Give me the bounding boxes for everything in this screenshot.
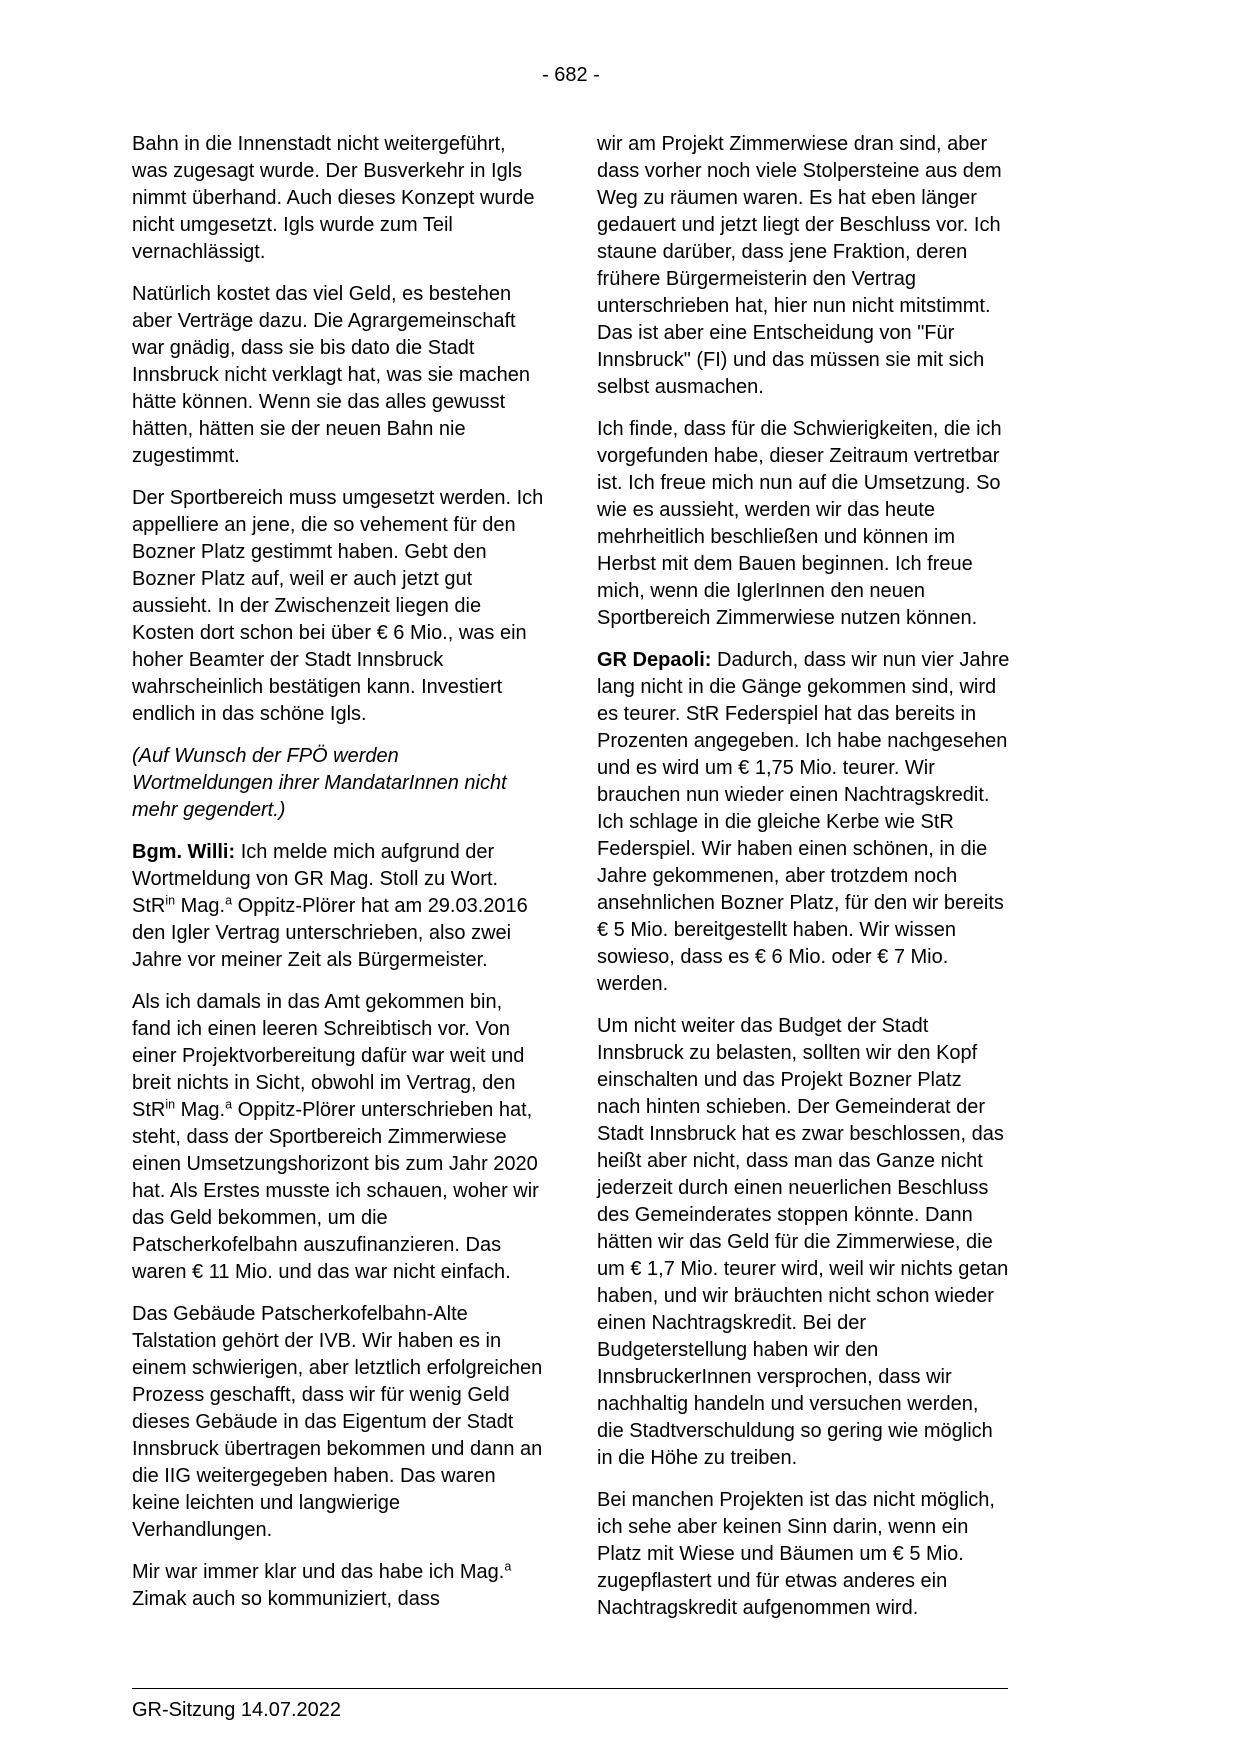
- footer-divider: [132, 1688, 1008, 1689]
- text-run: Als ich damals in das Amt gekommen bin, fand ich einen leeren Schreibtisch vor. Von einer Projektvorbereitung dafür war weit und breit nichts in Sicht, obwohl im Vertrag, den StR: [132, 991, 525, 1121]
- footer-session-label: GR-Sitzung 14.07.2022: [132, 1699, 342, 1721]
- speaker-name: GR Depaoli:: [597, 649, 712, 671]
- paragraph: [132, 989, 545, 1286]
- superscript-text: a: [225, 893, 233, 908]
- page-number: - 682 -: [542, 64, 600, 86]
- text-run: Zimak auch so kommuniziert, dass: [132, 1588, 440, 1610]
- paragraph: [132, 485, 545, 728]
- paragraph: [132, 1559, 545, 1613]
- superscript-text: a: [504, 1559, 512, 1574]
- page-content: [132, 131, 1010, 1637]
- text-run: Um nicht weiter das Budget der Stadt Innsbruck zu belasten, sollten wir den Kopf einschalten und das Projekt Bozner Platz nach hinten schieben. Der Gemeinderat der Stadt Innsbruck hat es zwar beschlossen, das heißt aber nicht, dass man das Ganze nicht jederzeit durch einen neuerlichen Beschluss des Gemeinderates stoppen könnte. Dann hätten wir das Geld für die Zimmerwiese, die um € 1,7 Mio. teurer wird, weil wir nichts getan haben, und wir bräuchten nicht schon wieder einen Nachtragskredit. Bei der Budgeterstellung haben wir den InnsbruckerInnen versprochen, dass wir nachhaltig handeln und versuchen werden, die Stadtverschuldung so gering wie möglich in die Höhe zu treiben.: [597, 1015, 1009, 1469]
- paragraph: [132, 839, 545, 974]
- text-run: Bei manchen Projekten ist das nicht möglich, ich sehe aber keinen Sinn darin, wenn ein Platz mit Wiese und Bäumen um € 5 Mio. zugepflastert und für etwas anderes ein Nachtragskredit aufgenommen wird.: [597, 1489, 995, 1619]
- text-run: Natürlich kostet das viel Geld, es bestehen aber Verträge dazu. Die Agrargemeinschaft war gnädig, dass sie bis dato die Stadt Innsbruck nicht verklagt hat, was sie machen hätte können. Wenn sie das alles gewusst hätten, hätten sie der neuen Bahn nie zugestimmt.: [132, 283, 530, 467]
- paragraph: [597, 1487, 1010, 1622]
- text-run: Mag.: [175, 895, 226, 917]
- paragraph: [597, 647, 1010, 998]
- column-left: [132, 131, 545, 1637]
- superscript-text: in: [165, 893, 176, 908]
- superscript-text: in: [165, 1097, 176, 1112]
- paragraph: [132, 1301, 545, 1544]
- text-run: Ich melde mich aufgrund der Wortmeldung von GR Mag. Stoll zu Wort. StR: [132, 841, 499, 917]
- paragraph: [597, 131, 1010, 401]
- text-run: wir am Projekt Zimmerwiese dran sind, aber dass vorher noch viele Stolpersteine aus dem Weg zu räumen waren. Es hat eben länger gedauert und jetzt liegt der Beschluss vor. Ich staune darüber, dass jene Fraktion, deren frühere Bürgermeisterin den Vertrag unterschrieben hat, hier nun nicht mitstimmt. Das ist aber eine Entscheidung von "Für Innsbruck" (FI) und das müssen sie mit sich selbst ausmachen.: [597, 133, 1002, 398]
- text-run: Dadurch, dass wir nun vier Jahre lang nicht in die Gänge gekommen sind, wird es teurer. StR Federspiel hat das bereits in Prozenten angegeben. Ich habe nachgesehen und es wird um € 1,75 Mio. teurer. Wir brauchen nun wieder einen Nachtragskredit. Ich schlage in die gleiche Kerbe wie StR Federspiel. Wir haben einen schönen, in die Jahre gekommenen, aber trotzdem noch ansehnlichen Bozner Platz, für den wir bereits € 5 Mio. bereitgestellt haben. Wir wissen sowieso, dass es € 6 Mio. oder € 7 Mio. werden.: [597, 649, 1010, 995]
- text-run: Der Sportbereich muss umgesetzt werden. Ich appelliere an jene, die so vehement für den Bozner Platz gestimmt haben. Gebt den Bozner Platz auf, weil er auch jetzt gut aussieht. In der Zwischenzeit liegen die Kosten dort schon bei über € 6 Mio., was ein hoher Beamter der Stadt Innsbruck wahrscheinlich bestätigen kann. Investiert endlich in das schöne Igls.: [132, 487, 544, 725]
- text-run: Bahn in die Innenstadt nicht weitergeführt, was zugesagt wurde. Der Busverkehr in Igls nimmt überhand. Auch dieses Konzept wurde nicht umgesetzt. Igls wurde zum Teil vernachlässigt.: [132, 133, 535, 263]
- superscript-text: a: [225, 1097, 233, 1112]
- text-run: Mir war immer klar und das habe ich Mag.: [132, 1561, 505, 1583]
- text-run: Das Gebäude Patscherkofelbahn-Alte Talstation gehört der IVB. Wir haben es in einem schwierigen, aber letztlich erfolgreichen Prozess geschafft, dass wir für wenig Geld dieses Gebäude in das Eigentum der Stadt Innsbruck übertragen bekommen und dann an die IIG weitergegeben haben. Das waren keine leichten und langwierige Verhandlungen.: [132, 1303, 543, 1541]
- text-run: (Auf Wunsch der FPÖ werden Wortmeldungen ihrer MandatarInnen nicht mehr gegendert.): [132, 745, 507, 821]
- text-run: Ich finde, dass für die Schwierigkeiten, die ich vorgefunden habe, dieser Zeitraum vertretbar ist. Ich freue mich nun auf die Umsetzung. So wie es aussieht, werden wir das heute mehrheitlich beschließen und können im Herbst mit dem Bauen beginnen. Ich freue mich, wenn die IglerInnen den neuen Sportbereich Zimmerwiese nutzen können.: [597, 418, 1002, 629]
- paragraph: [597, 416, 1010, 632]
- text-run: Mag.: [175, 1099, 226, 1121]
- text-run: Oppitz-Plörer unterschrieben hat, steht, dass der Sportbereich Zimmerwiese einen Umsetzungshorizont bis zum Jahr 2020 hat. Als Erstes musste ich schauen, woher wir das Geld bekommen, um die Patscherkofelbahn auszufinanzieren. Das waren € 11 Mio. und das war nicht einfach.: [132, 1099, 539, 1283]
- editorial-note-paragraph: [132, 743, 545, 824]
- paragraph: [597, 1013, 1010, 1472]
- column-right: [597, 131, 1010, 1637]
- paragraph: [132, 131, 545, 266]
- text-run: Oppitz-Plörer hat am 29.03.2016 den Igler Vertrag unterschrieben, also zwei Jahre vor meiner Zeit als Bürgermeister.: [132, 895, 528, 971]
- paragraph: [132, 281, 545, 470]
- speaker-name: Bgm. Willi:: [132, 841, 236, 863]
